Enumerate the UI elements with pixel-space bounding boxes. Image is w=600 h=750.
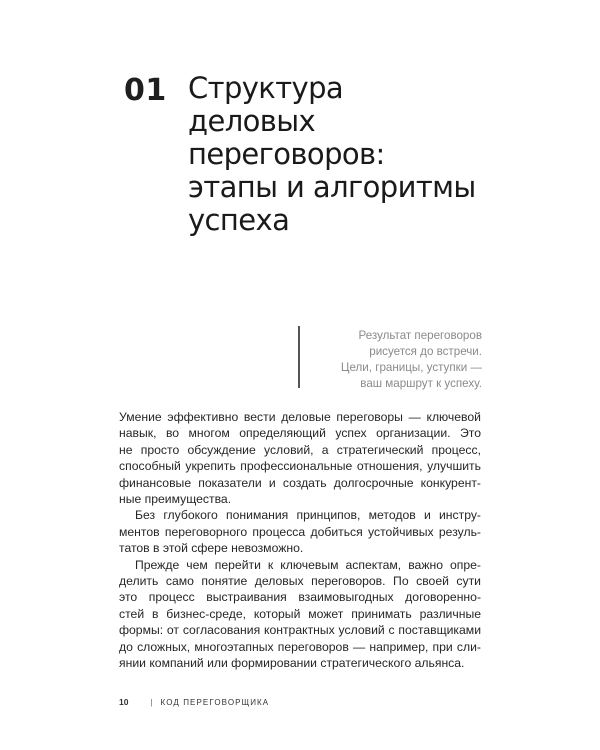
chapter-title-line: деловых	[188, 104, 316, 138]
body-text	[119, 409, 481, 672]
text-line: Прежде чем перейти к ключевым аспектам, важно опре-	[135, 557, 481, 572]
text-line: формы: от согласования контрактных условий с поставщиками	[119, 623, 481, 638]
page-footer	[119, 697, 269, 707]
text-line: янии компаний или формировании стратегического альянса.	[119, 656, 465, 671]
text-line: не просто обсуждение условий, а стратегический процесс,	[119, 442, 481, 457]
pull-quote	[298, 326, 490, 388]
text-line: финансовые показатели и создать долгосрочные конкурент-	[119, 475, 481, 490]
text-line: до сложных, многоэтапных переговоров — например, при сли-	[119, 639, 481, 654]
pull-quote-line: Цели, границы, уступки —	[340, 361, 482, 374]
chapter-title-line: переговоров:	[188, 137, 385, 171]
text-line: это процесс выстраивания взаимовыгодных договоренно-	[119, 590, 481, 605]
chapter-title-line: этапы и алгоритмы	[188, 170, 476, 204]
paragraph	[119, 409, 481, 507]
pull-quote-line: рисуется до встречи.	[369, 345, 482, 358]
text-line: Без глубокого понимания принципов, методов и инстру-	[135, 508, 481, 523]
pull-quote-line: ваш маршрут к успеху.	[360, 377, 482, 390]
chapter-title-line: успеха	[188, 203, 290, 237]
running-head: КОД ПЕРЕГОВОРЩИКА	[160, 697, 270, 707]
paragraph	[119, 557, 481, 672]
chapter-number: 01	[124, 73, 167, 108]
chapter-title-line: Структура	[188, 71, 344, 105]
paragraph	[119, 507, 481, 556]
footer-separator: |	[150, 697, 153, 707]
chapter-title	[188, 72, 476, 237]
pull-quote-line: Результат переговоров	[358, 329, 482, 342]
page-number: 10	[119, 697, 129, 707]
text-line: навык, во многом определяющий успех организации. Это	[119, 426, 481, 441]
chapter-heading	[124, 72, 476, 237]
text-line: ментов переговорного процесса добиться устойчивых резуль-	[119, 524, 481, 539]
pull-quote-text	[341, 328, 482, 392]
text-line: способный укрепить профессиональные отношения, улучшить	[119, 459, 481, 474]
text-line: делить само понятие деловых переговоров. По своей сути	[119, 574, 481, 589]
text-line: татов в этой сфере невозможно.	[119, 541, 304, 556]
text-line: стей в бизнес-среде, который может принимать различные	[119, 606, 481, 621]
text-line: ные преимущества.	[119, 492, 232, 507]
text-line: Умение эффективно вести деловые переговоры — ключевой	[119, 410, 481, 424]
